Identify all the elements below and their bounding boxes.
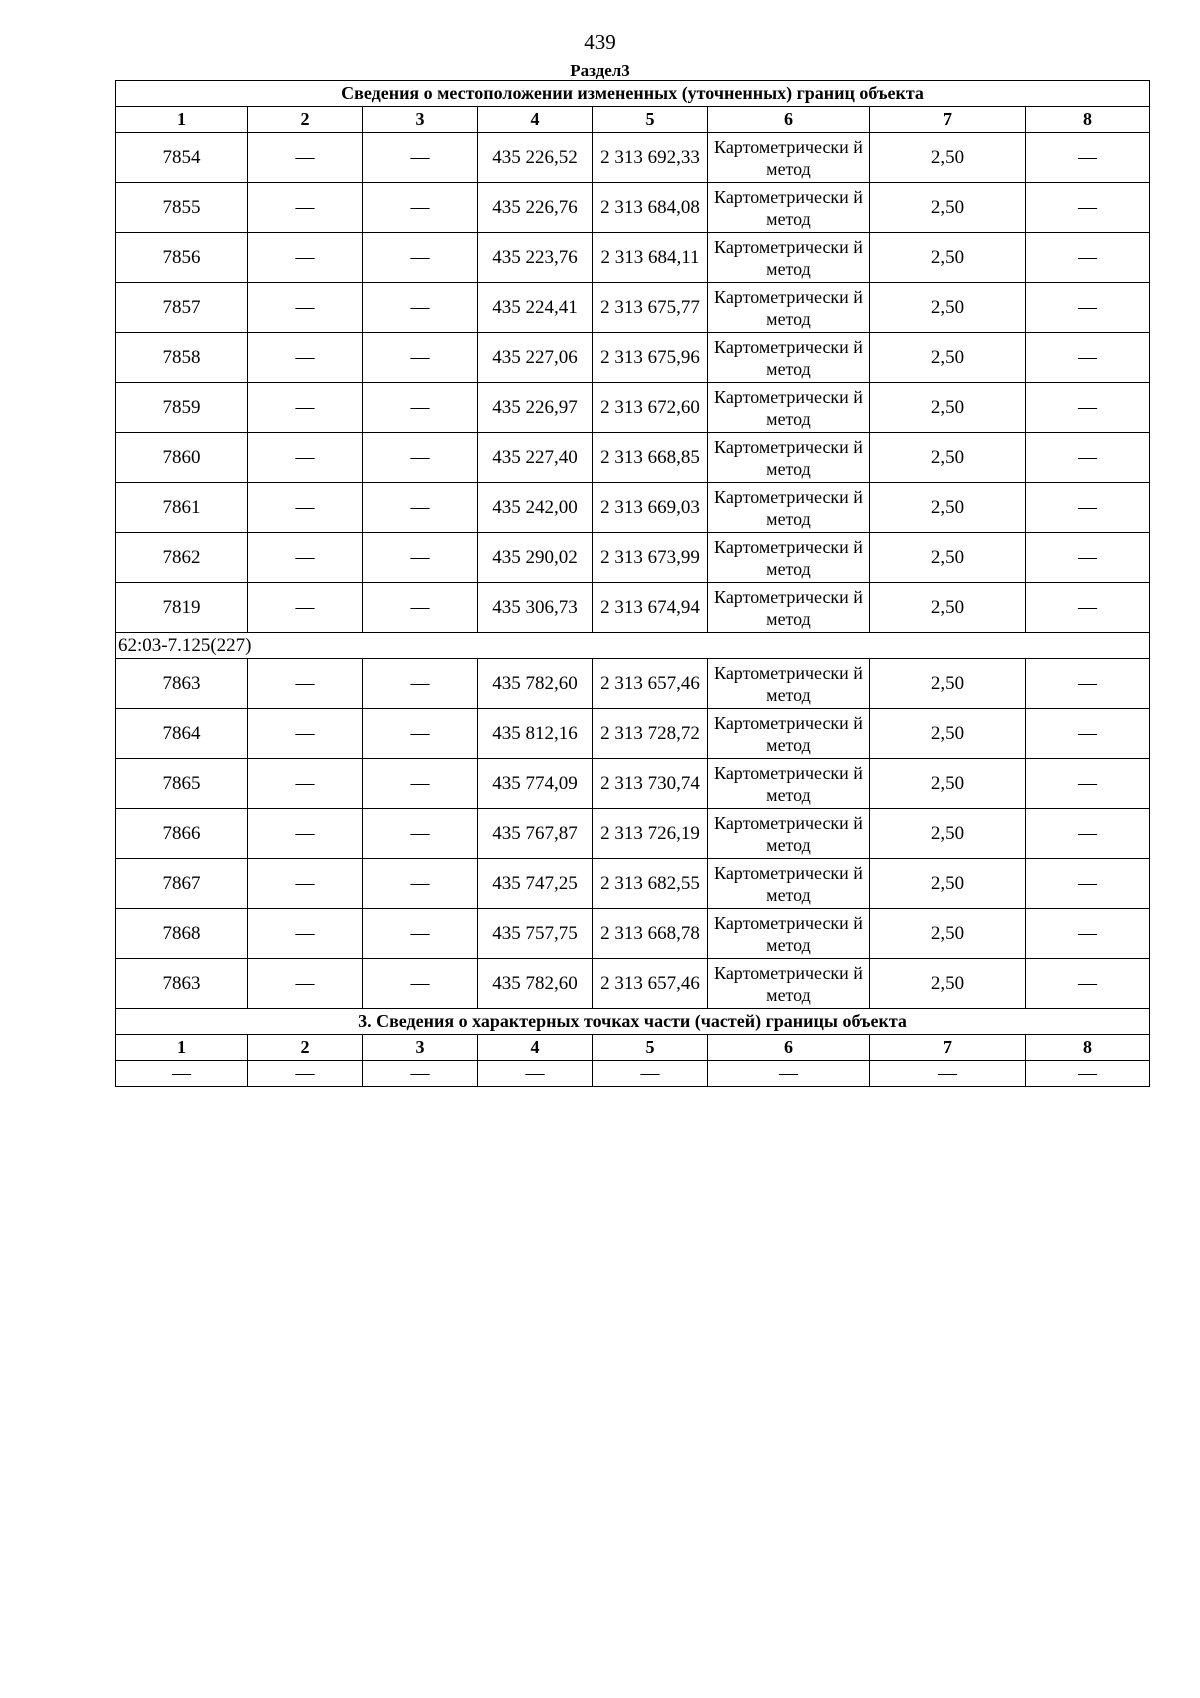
- accuracy-cell: 2,50: [870, 333, 1026, 383]
- accuracy-cell: 2,50: [870, 909, 1026, 959]
- dash-cell: —: [1026, 483, 1150, 533]
- dash-cell: —: [248, 133, 363, 183]
- accuracy-cell: 2,50: [870, 133, 1026, 183]
- column-number-header: 3: [363, 1035, 478, 1061]
- dash-cell: —: [248, 183, 363, 233]
- accuracy-cell: 2,50: [870, 959, 1026, 1009]
- y-coordinate: 2 313 672,60: [593, 383, 708, 433]
- dash-cell: —: [363, 283, 478, 333]
- point-number: 7863: [116, 659, 248, 709]
- method-cell: Картометрически й метод: [708, 533, 870, 583]
- dash-cell: —: [248, 583, 363, 633]
- x-coordinate: 435 226,97: [478, 383, 593, 433]
- boundary-table: [115, 80, 1150, 1087]
- y-coordinate: 2 313 726,19: [593, 809, 708, 859]
- section3-column-numbers: [116, 1035, 1150, 1061]
- y-coordinate: 2 313 675,77: [593, 283, 708, 333]
- dash-cell: —: [248, 1061, 363, 1087]
- dash-cell: —: [1026, 809, 1150, 859]
- method-cell: Картометрически й метод: [708, 809, 870, 859]
- dash-cell: —: [248, 283, 363, 333]
- accuracy-cell: 2,50: [870, 383, 1026, 433]
- method-cell: Картометрически й метод: [708, 483, 870, 533]
- point-number: 7865: [116, 759, 248, 809]
- dash-cell: —: [1026, 533, 1150, 583]
- column-number-header: 5: [593, 107, 708, 133]
- y-coordinate: 2 313 684,11: [593, 233, 708, 283]
- table-row: [116, 183, 1150, 233]
- dash-cell: —: [870, 1061, 1026, 1087]
- dash-cell: —: [363, 533, 478, 583]
- x-coordinate: 435 290,02: [478, 533, 593, 583]
- dash-cell: —: [1026, 859, 1150, 909]
- dash-cell: —: [363, 383, 478, 433]
- dash-cell: —: [363, 809, 478, 859]
- table-row: [116, 1061, 1150, 1087]
- dash-cell: —: [1026, 583, 1150, 633]
- dash-cell: —: [363, 133, 478, 183]
- accuracy-cell: 2,50: [870, 533, 1026, 583]
- point-number: 7859: [116, 383, 248, 433]
- column-number-header: 3: [363, 107, 478, 133]
- point-number: 7857: [116, 283, 248, 333]
- column-number-header: 4: [478, 107, 593, 133]
- dash-cell: —: [1026, 659, 1150, 709]
- column-number-header: 8: [1026, 1035, 1150, 1061]
- x-coordinate: 435 812,16: [478, 709, 593, 759]
- dash-cell: —: [1026, 709, 1150, 759]
- accuracy-cell: 2,50: [870, 809, 1026, 859]
- y-coordinate: 2 313 682,55: [593, 859, 708, 909]
- x-coordinate: 435 782,60: [478, 959, 593, 1009]
- column-number-header: 4: [478, 1035, 593, 1061]
- point-number: 7862: [116, 533, 248, 583]
- dash-cell: —: [248, 809, 363, 859]
- dash-cell: —: [363, 959, 478, 1009]
- method-cell: Картометрически й метод: [708, 759, 870, 809]
- table-row: [116, 233, 1150, 283]
- x-coordinate: 435 223,76: [478, 233, 593, 283]
- method-cell: Картометрически й метод: [708, 659, 870, 709]
- table-row: [116, 809, 1150, 859]
- dash-cell: —: [708, 1061, 870, 1087]
- accuracy-cell: 2,50: [870, 183, 1026, 233]
- column-number-header: 2: [248, 107, 363, 133]
- dash-cell: —: [248, 333, 363, 383]
- dash-cell: —: [248, 433, 363, 483]
- point-number: 7861: [116, 483, 248, 533]
- method-cell: Картометрически й метод: [708, 233, 870, 283]
- dash-cell: —: [1026, 383, 1150, 433]
- accuracy-cell: 2,50: [870, 483, 1026, 533]
- dash-cell: —: [1026, 233, 1150, 283]
- y-coordinate: 2 313 668,85: [593, 433, 708, 483]
- point-number: 7858: [116, 333, 248, 383]
- method-cell: Картометрически й метод: [708, 583, 870, 633]
- dash-cell: —: [248, 909, 363, 959]
- column-number-header: 1: [116, 107, 248, 133]
- dash-cell: —: [478, 1061, 593, 1087]
- column-number-header: 6: [708, 1035, 870, 1061]
- accuracy-cell: 2,50: [870, 759, 1026, 809]
- point-number: 7860: [116, 433, 248, 483]
- point-number: 7868: [116, 909, 248, 959]
- dash-cell: —: [363, 659, 478, 709]
- dash-cell: —: [248, 233, 363, 283]
- table-row: [116, 909, 1150, 959]
- point-number: 7856: [116, 233, 248, 283]
- accuracy-cell: 2,50: [870, 233, 1026, 283]
- y-coordinate: 2 313 674,94: [593, 583, 708, 633]
- y-coordinate: 2 313 673,99: [593, 533, 708, 583]
- x-coordinate: 435 226,52: [478, 133, 593, 183]
- method-cell: Картометрически й метод: [708, 183, 870, 233]
- table-row: [116, 283, 1150, 333]
- y-coordinate: 2 313 657,46: [593, 959, 708, 1009]
- method-cell: Картометрически й метод: [708, 909, 870, 959]
- y-coordinate: 2 313 730,74: [593, 759, 708, 809]
- group-label: 62:03-7.125(227): [116, 633, 1150, 659]
- table-row: [116, 759, 1150, 809]
- dash-cell: —: [363, 183, 478, 233]
- dash-cell: —: [1026, 1061, 1150, 1087]
- dash-cell: —: [363, 583, 478, 633]
- dash-cell: —: [363, 909, 478, 959]
- method-cell: Картометрически й метод: [708, 433, 870, 483]
- x-coordinate: 435 774,09: [478, 759, 593, 809]
- table-row: [116, 583, 1150, 633]
- table-row: [116, 659, 1150, 709]
- method-cell: Картометрически й метод: [708, 383, 870, 433]
- method-cell: Картометрически й метод: [708, 709, 870, 759]
- accuracy-cell: 2,50: [870, 659, 1026, 709]
- x-coordinate: 435 224,41: [478, 283, 593, 333]
- dash-cell: —: [248, 959, 363, 1009]
- dash-cell: —: [116, 1061, 248, 1087]
- dash-cell: —: [248, 383, 363, 433]
- dash-cell: —: [1026, 959, 1150, 1009]
- accuracy-cell: 2,50: [870, 283, 1026, 333]
- y-coordinate: 2 313 692,33: [593, 133, 708, 183]
- method-cell: Картометрически й метод: [708, 959, 870, 1009]
- table-row: [116, 383, 1150, 433]
- column-number-header: 7: [870, 107, 1026, 133]
- y-coordinate: 2 313 669,03: [593, 483, 708, 533]
- dash-cell: —: [363, 759, 478, 809]
- point-number: 7866: [116, 809, 248, 859]
- dash-cell: —: [1026, 133, 1150, 183]
- column-number-header: 6: [708, 107, 870, 133]
- dash-cell: —: [363, 233, 478, 283]
- dash-cell: —: [248, 483, 363, 533]
- dash-cell: —: [248, 533, 363, 583]
- dash-cell: —: [363, 1061, 478, 1087]
- table-row: [116, 483, 1150, 533]
- x-coordinate: 435 227,40: [478, 433, 593, 483]
- y-coordinate: 2 313 668,78: [593, 909, 708, 959]
- dash-cell: —: [248, 659, 363, 709]
- section-label: Раздел3: [570, 61, 630, 80]
- point-number: 7819: [116, 583, 248, 633]
- table-row: [116, 959, 1150, 1009]
- point-number: 7855: [116, 183, 248, 233]
- dash-cell: —: [363, 333, 478, 383]
- column-number-header: 5: [593, 1035, 708, 1061]
- method-cell: Картометрически й метод: [708, 283, 870, 333]
- method-cell: Картометрически й метод: [708, 859, 870, 909]
- dash-cell: —: [1026, 333, 1150, 383]
- x-coordinate: 435 757,75: [478, 909, 593, 959]
- point-number: 7854: [116, 133, 248, 183]
- point-number: 7867: [116, 859, 248, 909]
- table-row: [116, 133, 1150, 183]
- table-row: [116, 433, 1150, 483]
- dash-cell: —: [248, 859, 363, 909]
- dash-cell: —: [248, 759, 363, 809]
- method-cell: Картометрически й метод: [708, 333, 870, 383]
- x-coordinate: 435 747,25: [478, 859, 593, 909]
- table-row: [116, 333, 1150, 383]
- x-coordinate: 435 226,76: [478, 183, 593, 233]
- x-coordinate: 435 242,00: [478, 483, 593, 533]
- column-number-header: 1: [116, 1035, 248, 1061]
- x-coordinate: 435 767,87: [478, 809, 593, 859]
- table-row: [116, 533, 1150, 583]
- dash-cell: —: [363, 483, 478, 533]
- x-coordinate: 435 227,06: [478, 333, 593, 383]
- column-number-header: 7: [870, 1035, 1026, 1061]
- table-caption: Сведения о местоположении измененных (уточненных) границ объекта: [116, 81, 1150, 107]
- dash-cell: —: [593, 1061, 708, 1087]
- table-row: [116, 859, 1150, 909]
- y-coordinate: 2 313 728,72: [593, 709, 708, 759]
- column-number-header: 2: [248, 1035, 363, 1061]
- dash-cell: —: [1026, 283, 1150, 333]
- accuracy-cell: 2,50: [870, 433, 1026, 483]
- dash-cell: —: [1026, 759, 1150, 809]
- dash-cell: —: [363, 433, 478, 483]
- point-number: 7864: [116, 709, 248, 759]
- accuracy-cell: 2,50: [870, 709, 1026, 759]
- x-coordinate: 435 782,60: [478, 659, 593, 709]
- section2-column-numbers: [116, 107, 1150, 133]
- dash-cell: —: [1026, 909, 1150, 959]
- y-coordinate: 2 313 675,96: [593, 333, 708, 383]
- point-number: 7863: [116, 959, 248, 1009]
- accuracy-cell: 2,50: [870, 859, 1026, 909]
- x-coordinate: 435 306,73: [478, 583, 593, 633]
- table-row: [116, 709, 1150, 759]
- method-cell: Картометрически й метод: [708, 133, 870, 183]
- page-number: 439: [584, 30, 616, 54]
- dash-cell: —: [1026, 433, 1150, 483]
- accuracy-cell: 2,50: [870, 583, 1026, 633]
- dash-cell: —: [363, 859, 478, 909]
- y-coordinate: 2 313 684,08: [593, 183, 708, 233]
- dash-cell: —: [248, 709, 363, 759]
- y-coordinate: 2 313 657,46: [593, 659, 708, 709]
- column-number-header: 8: [1026, 107, 1150, 133]
- section3-caption: 3. Сведения о характерных точках части (частей) границы объекта: [116, 1009, 1150, 1035]
- dash-cell: —: [363, 709, 478, 759]
- dash-cell: —: [1026, 183, 1150, 233]
